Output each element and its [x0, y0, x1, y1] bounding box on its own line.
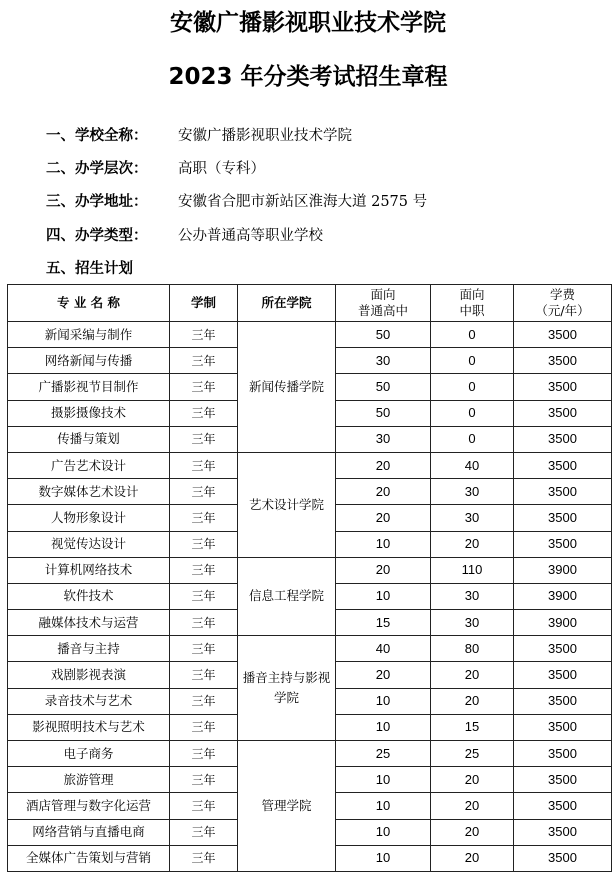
table-row — [8, 636, 612, 662]
cell-fee: 3500 — [514, 636, 612, 662]
cell-major: 新闻采编与制作 — [8, 322, 170, 348]
cell-vocational-quota: 40 — [431, 452, 514, 478]
table-row — [8, 557, 612, 583]
cell-vocational-quota: 25 — [431, 741, 514, 767]
header-text: 普通高中 — [357, 303, 408, 318]
info-level — [46, 159, 265, 179]
header-vocational — [431, 285, 514, 322]
cell-length: 三年 — [170, 767, 238, 793]
table-row — [8, 322, 612, 348]
enrollment-plan-table — [7, 284, 612, 872]
cell-vocational-quota: 30 — [431, 583, 514, 609]
cell-high-school-quota: 20 — [336, 505, 431, 531]
cell-fee: 3500 — [514, 819, 612, 845]
cell-vocational-quota: 0 — [431, 426, 514, 452]
cell-length: 三年 — [170, 636, 238, 662]
info-label: 三、办学地址： — [46, 194, 148, 210]
info-type — [46, 226, 323, 246]
cell-vocational-quota: 0 — [431, 374, 514, 400]
cell-high-school-quota: 10 — [336, 819, 431, 845]
info-school-name — [46, 126, 352, 146]
cell-fee: 3500 — [514, 505, 612, 531]
cell-vocational-quota: 0 — [431, 322, 514, 348]
cell-college: 艺术设计学院 — [238, 452, 336, 557]
cell-high-school-quota: 25 — [336, 741, 431, 767]
cell-major: 旅游管理 — [8, 767, 170, 793]
cell-fee: 3500 — [514, 531, 612, 557]
header-major: 专 业 名 称 — [8, 285, 170, 322]
cell-fee: 3500 — [514, 793, 612, 819]
cell-fee: 3500 — [514, 662, 612, 688]
cell-high-school-quota: 10 — [336, 583, 431, 609]
cell-vocational-quota: 20 — [431, 531, 514, 557]
cell-high-school-quota: 20 — [336, 452, 431, 478]
header-text: 学费 — [549, 287, 575, 302]
cell-length: 三年 — [170, 374, 238, 400]
cell-major: 网络新闻与传播 — [8, 348, 170, 374]
cell-major: 酒店管理与数字化运营 — [8, 793, 170, 819]
cell-high-school-quota: 20 — [336, 479, 431, 505]
cell-length: 三年 — [170, 610, 238, 636]
cell-high-school-quota: 50 — [336, 374, 431, 400]
cell-vocational-quota: 20 — [431, 767, 514, 793]
header-college: 所在学院 — [238, 285, 336, 322]
cell-vocational-quota: 20 — [431, 819, 514, 845]
cell-vocational-quota: 0 — [431, 348, 514, 374]
cell-major: 融媒体技术与运营 — [8, 610, 170, 636]
cell-length: 三年 — [170, 348, 238, 374]
cell-major: 人物形象设计 — [8, 505, 170, 531]
info-address — [46, 192, 427, 212]
info-label: 五、招生计划 — [46, 261, 133, 277]
cell-high-school-quota: 30 — [336, 348, 431, 374]
cell-fee: 3500 — [514, 400, 612, 426]
cell-length: 三年 — [170, 662, 238, 688]
cell-college: 信息工程学院 — [238, 557, 336, 636]
cell-major: 影视照明技术与艺术 — [8, 714, 170, 740]
cell-fee: 3500 — [514, 688, 612, 714]
cell-college: 播音主持与影视学院 — [238, 636, 336, 741]
info-value: 安徽广播影视职业技术学院 — [178, 128, 352, 144]
table-row — [8, 452, 612, 478]
cell-fee: 3900 — [514, 583, 612, 609]
cell-length: 三年 — [170, 452, 238, 478]
cell-major: 视觉传达设计 — [8, 531, 170, 557]
cell-high-school-quota: 10 — [336, 767, 431, 793]
cell-length: 三年 — [170, 531, 238, 557]
cell-vocational-quota: 110 — [431, 557, 514, 583]
info-value: 公办普通高等职业学校 — [178, 228, 323, 244]
cell-high-school-quota: 10 — [336, 688, 431, 714]
cell-high-school-quota: 10 — [336, 793, 431, 819]
header-length: 学制 — [170, 285, 238, 322]
cell-high-school-quota: 15 — [336, 610, 431, 636]
document-title: 安徽广播影视职业技术学院 — [170, 10, 446, 36]
cell-high-school-quota: 10 — [336, 531, 431, 557]
cell-fee: 3500 — [514, 426, 612, 452]
cell-high-school-quota: 20 — [336, 662, 431, 688]
cell-major: 网络营销与直播电商 — [8, 819, 170, 845]
header-text: 中职 — [459, 303, 485, 318]
cell-high-school-quota: 10 — [336, 714, 431, 740]
cell-vocational-quota: 15 — [431, 714, 514, 740]
cell-length: 三年 — [170, 688, 238, 714]
cell-length: 三年 — [170, 426, 238, 452]
cell-fee: 3500 — [514, 714, 612, 740]
cell-high-school-quota: 10 — [336, 845, 431, 871]
cell-college: 新闻传播学院 — [238, 322, 336, 453]
cell-high-school-quota: 50 — [336, 400, 431, 426]
cell-major: 电子商务 — [8, 741, 170, 767]
info-value: 安徽省合肥市新站区淮海大道 2575 号 — [178, 194, 428, 210]
header-text: 面向 — [370, 287, 396, 302]
cell-length: 三年 — [170, 400, 238, 426]
cell-major: 数字媒体艺术设计 — [8, 479, 170, 505]
cell-length: 三年 — [170, 741, 238, 767]
cell-major: 广告艺术设计 — [8, 452, 170, 478]
cell-length: 三年 — [170, 505, 238, 531]
cell-major: 传播与策划 — [8, 426, 170, 452]
cell-vocational-quota: 20 — [431, 662, 514, 688]
cell-length: 三年 — [170, 583, 238, 609]
table-row — [8, 741, 612, 767]
cell-length: 三年 — [170, 479, 238, 505]
cell-length: 三年 — [170, 793, 238, 819]
cell-fee: 3500 — [514, 348, 612, 374]
cell-fee: 3900 — [514, 610, 612, 636]
info-label: 一、学校全称： — [46, 128, 148, 144]
cell-fee: 3500 — [514, 322, 612, 348]
cell-length: 三年 — [170, 557, 238, 583]
cell-fee: 3500 — [514, 452, 612, 478]
cell-fee: 3500 — [514, 741, 612, 767]
cell-vocational-quota: 30 — [431, 505, 514, 531]
cell-major: 广播影视节目制作 — [8, 374, 170, 400]
cell-vocational-quota: 0 — [431, 400, 514, 426]
cell-vocational-quota: 80 — [431, 636, 514, 662]
cell-fee: 3500 — [514, 845, 612, 871]
cell-high-school-quota: 50 — [336, 322, 431, 348]
header-text: 面向 — [459, 287, 485, 302]
info-value: 高职（专科） — [178, 161, 265, 177]
cell-major: 录音技术与艺术 — [8, 688, 170, 714]
cell-fee: 3500 — [514, 374, 612, 400]
cell-fee: 3500 — [514, 479, 612, 505]
cell-vocational-quota: 30 — [431, 610, 514, 636]
header-text: （元/年） — [535, 303, 590, 318]
info-label: 四、办学类型： — [46, 228, 148, 244]
cell-length: 三年 — [170, 845, 238, 871]
header-high-school — [336, 285, 431, 322]
table-header-row — [8, 285, 612, 322]
info-label: 二、办学层次： — [46, 161, 148, 177]
cell-major: 摄影摄像技术 — [8, 400, 170, 426]
cell-major: 播音与主持 — [8, 636, 170, 662]
cell-major: 戏剧影视表演 — [8, 662, 170, 688]
cell-fee: 3500 — [514, 767, 612, 793]
cell-vocational-quota: 20 — [431, 793, 514, 819]
cell-length: 三年 — [170, 819, 238, 845]
cell-vocational-quota: 20 — [431, 845, 514, 871]
document-subtitle: 2023 年分类考试招生章程 — [168, 64, 448, 90]
cell-vocational-quota: 30 — [431, 479, 514, 505]
cell-college: 管理学院 — [238, 741, 336, 872]
cell-vocational-quota: 20 — [431, 688, 514, 714]
cell-major: 软件技术 — [8, 583, 170, 609]
cell-length: 三年 — [170, 322, 238, 348]
cell-high-school-quota: 20 — [336, 557, 431, 583]
header-fee — [514, 285, 612, 322]
cell-high-school-quota: 30 — [336, 426, 431, 452]
cell-major: 计算机网络技术 — [8, 557, 170, 583]
cell-high-school-quota: 40 — [336, 636, 431, 662]
info-plan-heading — [46, 259, 178, 279]
cell-major: 全媒体广告策划与营销 — [8, 845, 170, 871]
cell-fee: 3900 — [514, 557, 612, 583]
cell-length: 三年 — [170, 714, 238, 740]
